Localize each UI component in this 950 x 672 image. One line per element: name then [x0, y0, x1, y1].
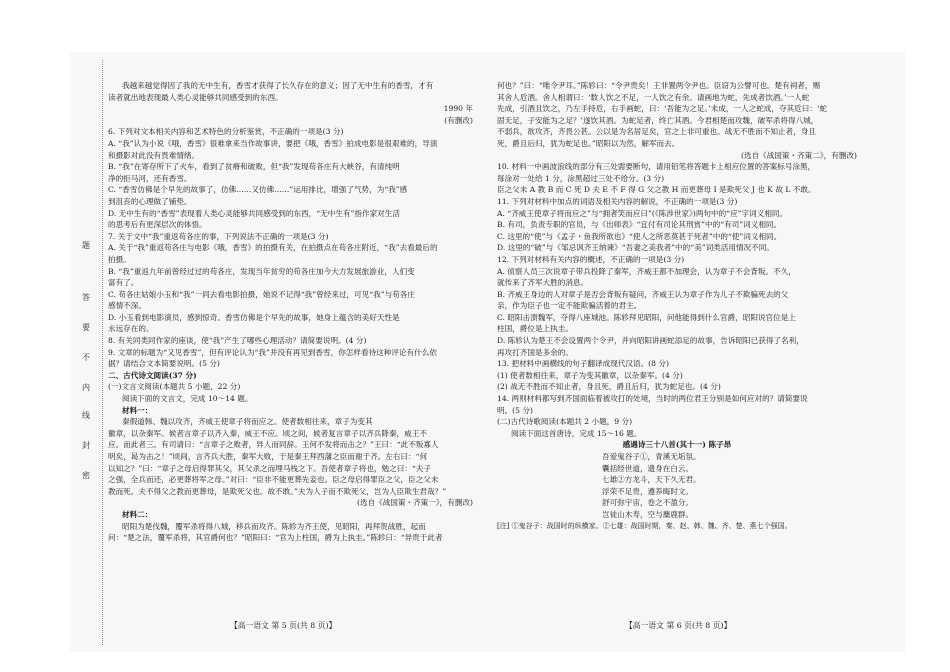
right-column-line: B. 有司，负责专职的官员，与《出师表》“宜付有司论其刑赏”中的“有司”词义相同。 — [497, 220, 782, 230]
binding-label-char: 线 — [82, 411, 90, 420]
left-column-line: (选自《战国策・齐策一》，有删改) — [356, 498, 473, 508]
right-column-line: 其舍人卮酒。舍人相谓曰：‘数人饮之不足，一人饮之有余。请画地为蛇，先成者饮酒。’一人蛇 — [497, 92, 810, 102]
binding-label-char: 密 — [82, 471, 90, 480]
left-column-line: 富有了。 — [108, 278, 139, 288]
left-column-line: B. “我”在寄存所下了火车，看到了贫瘠和破败，但“我”发现苟各庄有大峡谷，有清纯明 — [108, 162, 400, 172]
left-column-line: 应。而此者三。有司请曰：“言章子之败者，异人而同辞。王何不发将而击之？”王曰：“此不叛寡人 — [108, 440, 439, 450]
left-column-line: 9. 文章的标题为“又见香雪”，但有评论认为“我”并没有再见到香雪，你怎样看待这种评论有什么依 — [108, 347, 437, 357]
right-column-line: C. 这里的“使”与《孟子・鱼我所欲也》“使人之所恶莫甚于死者”中的“使”词义相同。 — [497, 231, 782, 241]
right-column-line: 感遇诗三十八首(其十一) 陈子昂 — [622, 440, 732, 450]
left-column-line: 我越来越觉得因了我的无中生有，香雪才获得了长久存在的意义；因了无中生有的香雪，才有 — [122, 81, 434, 90]
right-column-line: 再攻打齐国是多余的。 — [497, 347, 573, 357]
left-page-column — [108, 80, 473, 544]
left-column-line: 教而死。夫不得父之教而更葬母，是欺死父也。故不敢。”夫为人子而不欺死父，岂为人臣欺生君哉？” — [108, 486, 447, 496]
left-column-line: 材料一： — [122, 405, 153, 415]
left-column-line: 材料二： — [122, 509, 153, 519]
left-column-line: 据？请结合文本简要说明。(5 分) — [108, 359, 220, 369]
right-column-line: 岂徒山木寿，空与麋鹿群。 — [602, 509, 694, 519]
binding-label-char: 封 — [82, 441, 90, 450]
right-column-line: 每涂对一处给 1 分，涂黑超过三处不给分。(3 分) — [497, 173, 665, 183]
right-column-line: 就传来了齐军大胜的消息。 — [497, 278, 589, 288]
right-column-line: 先成，引酒且饮之，乃左手持卮，右手画蛇，曰：‘吾能为之足。’未成，一人之蛇成，夺其卮曰：‘蛇 — [497, 104, 827, 114]
right-column-line: B. 齐威王身边的人对章子是否会背叛有疑问，齐威王认为章子作为儿子不欺骗死去的父 — [497, 289, 789, 299]
left-column-line: A. 关于“我”重返苟各庄与电影《哦，香雪》的拍摄有关，在拍摄点在苟各庄附近，“我”去看最后的 — [108, 243, 438, 253]
left-column-line: C. 苟各庄姑娘小玉和“我”一同去看电影拍摄，她说不记得“我”曾经来过，可见“我”与苟各庄 — [108, 289, 416, 299]
right-column-line: 七雄②方龙斗，天下久无君。 — [602, 475, 701, 485]
left-column-line: 到沮丧的心理做了铺垫。 — [108, 196, 192, 206]
left-page-footer: 【高一语文 第 5 页(共 8 页)】 — [230, 621, 337, 630]
right-column-line: (2) 战无不胜而不知止者，身且死，爵且后归，犹为蛇足也。(4 分) — [497, 382, 721, 392]
right-column-line: 明。(5 分) — [497, 405, 533, 415]
binding-label-char: 不 — [82, 353, 90, 362]
left-column-line: 和摄影对此没有畏难情绪。 — [108, 150, 200, 160]
right-column-line: 柱国，爵位是上执圭。 — [497, 324, 573, 334]
left-column-line: C. “香雪仿佛是个早先的故事了，仿佛……又仿佛……”运用排比，增强了气势，为“我”感 — [108, 185, 408, 195]
binding-label-char: 要 — [82, 323, 90, 332]
left-column-line: 阅读下面的文言文，完成 10～14 题。 — [122, 394, 253, 404]
left-column-line: 秦假道韩、魏以攻齐，齐威王使章子将而应之。使者数相往来，章子为变其 — [122, 417, 373, 427]
right-column-line: 亲，作为臣子也一定不能欺骗活着的君主。 — [497, 301, 642, 311]
left-column-line: A. “我”认为小说《哦，香雪》很难拿来当作故事讲，要把《哦，香雪》拍成电影是很艰难的，导演 — [108, 138, 438, 148]
right-column-line: 14. 两则材料都写到齐国面临着被攻打的处境，当时的两位君王分别是如何应对的？请简要说 — [497, 394, 808, 404]
left-column-line: 昭阳为楚伐魏，覆军杀将得八城，移兵而攻齐。陈轸为齐王使，见昭阳，再拜贺战胜，起而 — [122, 521, 426, 531]
left-column-line: 感情不深。 — [108, 301, 146, 311]
right-page-footer: 【高一语文 第 6 页(共 8 页)】 — [625, 621, 732, 630]
left-column-line: 徽章，以杂秦军。候者言章子以齐入秦，威王不应。顷之间，候者复言章子以齐兵降秦，威王不 — [108, 428, 427, 438]
right-column-line: 吾爱鬼谷子①，青溪无垢氛。 — [602, 452, 701, 461]
right-column-line: 13. 把材料中画横线的句子翻译成现代汉语。(8 分) — [497, 359, 669, 369]
left-column-line: B. “我”重返九年前曾经过过的苟各庄，发现当年贫穷的苟各庄加今大力发展旅游业，人们变 — [108, 266, 415, 276]
right-column-line: 臣之父未 A 教 B 而 C 死 D 夫 E 不 F 得 G 父之教 H 而更葬母 I 是欺死父 J 也 K 故 L 不敢。 — [497, 185, 816, 195]
right-column-line: (二)古代诗歌阅读(本题共 2 小题，9 分) — [497, 417, 633, 427]
left-column-line: D. 小玉看到电影演员，感到惊奇。香雪仿佛是个早先的故事，她身上蕴含的美好天性是 — [108, 312, 400, 322]
left-column-line: 7. 关于文中“我”重返苟各庄的事，下列说法不正确的一项是(3 分) — [108, 231, 329, 241]
left-column-line: 的思考后有更深层次的体悟。 — [108, 220, 207, 230]
right-column-line: 10. 材料一中画波浪线的部分有三处需要断句，请用铅笔将答题卡上相应位置的答案标号涂黑， — [497, 162, 816, 172]
right-column-line: 阅读下面这首唐诗，完成 15～16 题。 — [511, 428, 642, 438]
right-column-line: A. 侦察人员三次说章子带兵投降了秦军，齐威王都不加理会，认为章子不会背叛。不久， — [497, 266, 796, 276]
right-column-line: [注] ①鬼谷子：战国时的纵横家。②七雄：战国时期，秦、赵、韩、魏、齐、楚、燕七个强国。 — [497, 521, 792, 530]
right-column-line: 固无足，子安能为之足？’遂饮其酒。为蛇足者，终亡其酒。今君相楚而攻魏，破军杀将得八城， — [497, 115, 819, 125]
right-column-line: 11. 下列对材料中加点的词语及相关内容的解说，不正确的一项是(3 分) — [497, 196, 738, 206]
left-column-line: 之强，全兵而还，必更葬将军之母。”对曰：“臣非不能更葬先妾也。臣之母启得罪臣之父，臣之父未 — [108, 475, 439, 485]
right-page-column — [497, 80, 857, 532]
right-column-line: 何也？”曰：“唯令尹耳。”陈轸曰：“令尹贵矣！王非置两令尹也。臣窃为公譬可也。楚有祠者，赐 — [497, 81, 821, 90]
left-column-line: (一)文言文阅读(本题共 5 小题，22 分) — [108, 382, 241, 392]
right-column-line: D. 陈轸认为楚王不会设置两个令尹，并向昭阳讲画蛇添足的故事，告诉昭阳已获得了名利， — [497, 336, 804, 346]
left-column-line: 1990 年 — [443, 104, 473, 114]
binding-label-char: 题 — [82, 241, 90, 250]
right-column-line: 浮荣不足贵，遵养晦时文。 — [602, 486, 694, 496]
left-column-line: 读者就出地表现最人类心灵能够共同感受到的东西。 — [108, 92, 283, 102]
right-column-line: D. 这里的“破”与《邹忌讽齐王纳谏》“吾妻之美我者”中的“美”词类活用情况不同。 — [497, 243, 774, 253]
left-column-line: 6. 下列对文本相关内容和艺术特色的分析鉴赏，不正确的一项是(3 分) — [108, 127, 344, 137]
right-column-line: 不弱兵，欲攻齐，齐畏公甚。公以是为名居足矣，官之上非可重也。战无不胜而不知止者，身且 — [497, 127, 816, 137]
right-column-line: (选自《战国策・齐策二》，有删改) — [740, 150, 857, 160]
left-column-line: 二、古代诗文阅读(37 分) — [108, 370, 197, 380]
left-column-line: 拍摄。 — [108, 254, 131, 264]
left-column-line: 以知之？”曰：“章子之母启得罪其父，其父杀之而埋马栈之下。吾使者章子将也，勉之曰：“夫子 — [108, 463, 431, 473]
left-column-line: 问：“楚之法，覆军杀将，其官爵何也？”昭阳曰：“官为上柱国，爵为上执圭。”陈轸曰：“异贵于此者 — [108, 533, 443, 543]
right-column-line: A. “齐威王使章子将而应之”与“拥者笑而应曰”(《陈涉世家》)两句中的“应”字词义相同。 — [497, 208, 788, 218]
right-column-line: 舒可弥宇宙，卷之不盈分。 — [602, 498, 694, 508]
left-column-line: 永远存在的。 — [108, 324, 154, 334]
left-column-line: 明矣，曷为击之！”顷间，言齐兵大胜，秦军大败，于是秦王拜西藩之臣而谢于齐。左右曰：“何 — [108, 452, 428, 461]
binding-label-char: 内 — [82, 383, 90, 392]
binding-label-char: 答 — [82, 293, 90, 302]
left-column-line: 净的拒马河，还有香雪。 — [108, 173, 192, 183]
right-column-line: 囊括经世道，遗身在白云。 — [602, 463, 694, 473]
left-column-line: (有删改) — [444, 115, 473, 125]
left-column-line: 8. 有关同类同作家的座谈，使“我”产生了哪些心理活动？请简要说明。(4 分) — [108, 336, 367, 346]
right-column-line: 死，爵且后归，犹为蛇足也。”昭阳以为然，解军而去。 — [497, 138, 680, 148]
right-column-line: (1) 使者数相往来，章子为变其徽章，以杂秦军。(4 分) — [497, 370, 683, 380]
right-column-line: 12. 下列对材料有关内容的概述，不正确的一项是(3 分) — [497, 254, 685, 264]
right-column-line: C. 昭阳击溃魏军，夺得八座城池。陈轸拜见昭阳，问他能得到什么官爵，昭阳说官位是上 — [497, 312, 796, 322]
left-column-line: D. 无中生有的“香雪”表现着人类心灵能够共同感受到的东西，“无中生有”指作家对生活 — [108, 208, 400, 218]
